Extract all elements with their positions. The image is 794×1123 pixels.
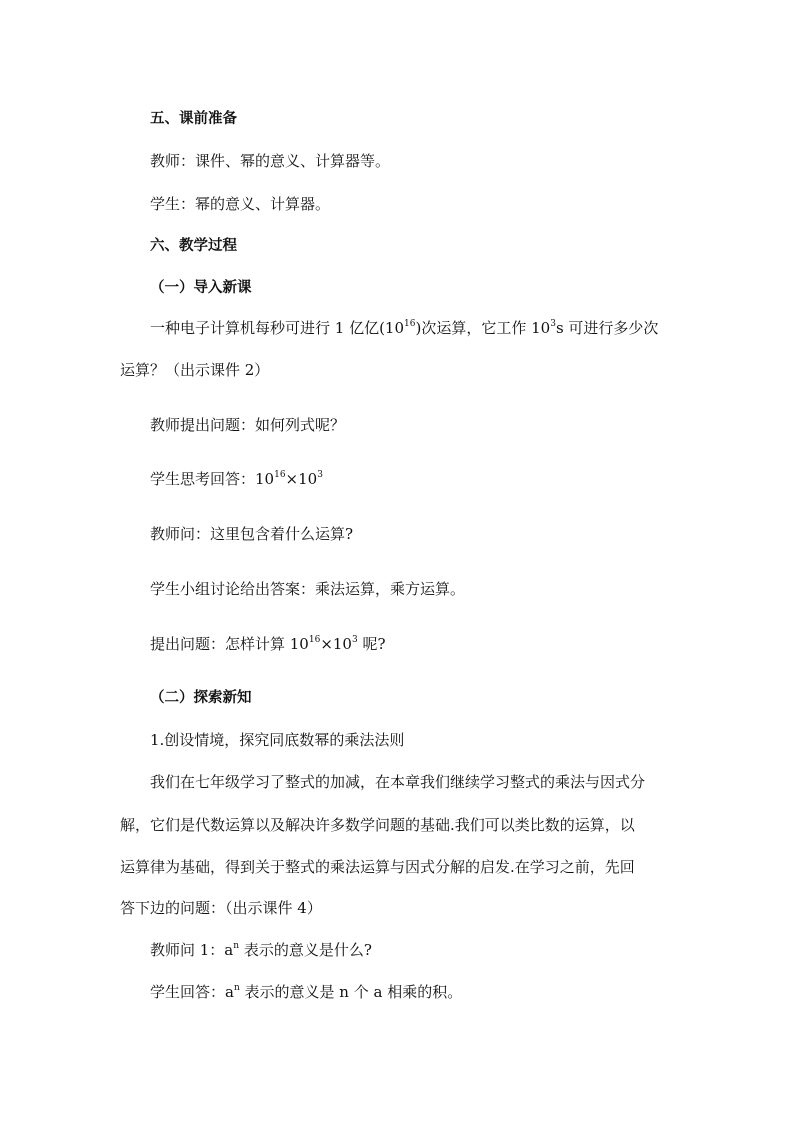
question-3: 提出问题：怎样计算 $10^{16}\times 10^3$ 呢? — [150, 635, 386, 653]
explore-paragraph-line-1: 我们在七年级学习了整式的加减，在本章我们继续学习整式的乘法与因式分 — [150, 773, 646, 791]
teacher-question-1: 教师提出问题：如何列式呢？ — [150, 416, 346, 434]
intro-paragraph-line-1: 一种电子计算机每秒可进行 1 亿亿$(10^{16})$次运算，它工作 $10^3s$ 可进行多少次 — [150, 319, 659, 337]
student-answer-1: 学生思考回答：$10^{16}\times 10^3$ — [150, 470, 323, 488]
prep-student: 学生：幂的意义、计算器。 — [150, 195, 331, 213]
student-answer-4: 学生回答：$a^n$ 表示的意义是 n 个 a 相乘的积。 — [150, 983, 463, 1001]
section-5-heading: 五、课前准备 — [150, 111, 237, 127]
intro-paragraph-line-2: 运算？（出示课件 2） — [120, 361, 270, 379]
teacher-question-2: 教师问：这里包含着什么运算? — [150, 525, 354, 543]
part-1-heading: （一）导入新课 — [150, 280, 252, 296]
student-answer-2: 学生小组讨论给出答案：乘法运算，乘方运算。 — [150, 580, 466, 598]
subsection-1-title: 1.创设情境，探究同底数幂的乘法法则 — [150, 731, 405, 749]
teacher-question-4: 教师问 1：$a^n$ 表示的意义是什么? — [150, 941, 372, 959]
section-6-heading: 六、教学过程 — [150, 238, 237, 254]
explore-paragraph-line-3: 运算律为基础，得到关于整式的乘法运算与因式分解的启发.在学习之前，先回 — [120, 858, 635, 876]
prep-teacher: 教师：课件、幂的意义、计算器等。 — [150, 152, 391, 170]
explore-paragraph-line-4: 答下边的问题：（出示课件 4） — [120, 899, 322, 917]
part-2-heading: （二）探索新知 — [150, 690, 252, 706]
explore-paragraph-line-2: 解，它们是代数运算以及解决许多数学问题的基础.我们可以类比数的运算，以 — [120, 816, 635, 834]
